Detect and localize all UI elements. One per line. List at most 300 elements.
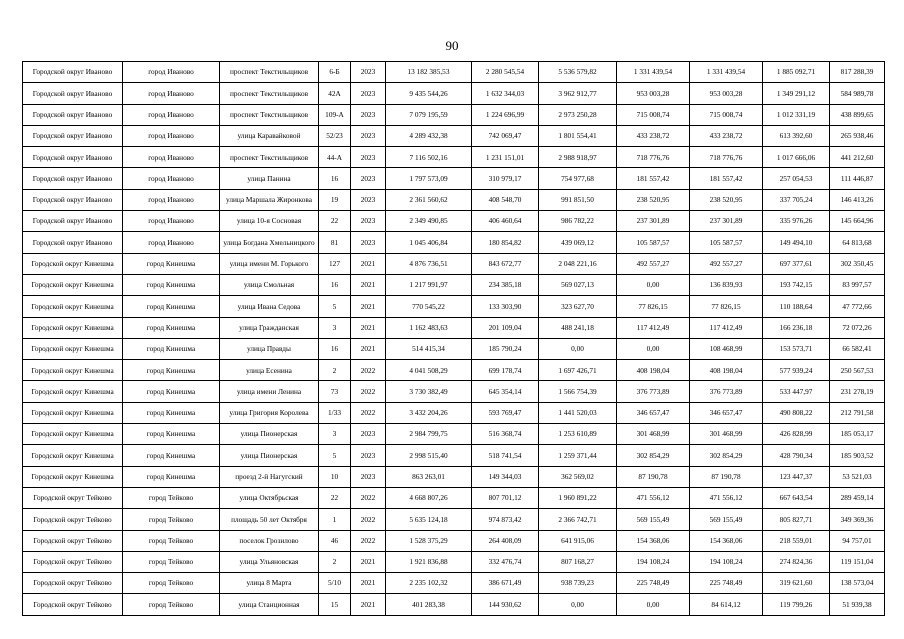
- cell-district: Городской округ Кинешма: [23, 445, 123, 466]
- cell-amount-6: 185 903,52: [830, 445, 885, 466]
- cell-amount-4: 225 748,49: [690, 573, 763, 594]
- table-row: [23, 232, 885, 253]
- cell-year: 2023: [351, 62, 386, 83]
- cell-street: проезд 2-й Нагугский: [220, 466, 319, 487]
- cell-street: улица Ивана Седова: [220, 296, 319, 317]
- table-row: [23, 147, 885, 168]
- cell-amount-2: 2 988 918,97: [539, 147, 617, 168]
- cell-district: Городской округ Иваново: [23, 125, 123, 146]
- cell-district: Городской округ Кинешма: [23, 253, 123, 274]
- cell-street: улица Смольная: [220, 274, 319, 295]
- cell-district: Городской округ Тейково: [23, 509, 123, 530]
- cell-city: город Кинешма: [123, 424, 220, 445]
- cell-street: поселок Грозилово: [220, 530, 319, 551]
- cell-total-cost: 863 263,01: [386, 466, 472, 487]
- cell-city: город Иваново: [123, 147, 220, 168]
- cell-amount-2: 754 977,68: [539, 168, 617, 189]
- cell-district: Городской округ Кинешма: [23, 338, 123, 359]
- cell-amount-4: 346 657,47: [690, 402, 763, 423]
- cell-total-cost: 5 635 124,18: [386, 509, 472, 530]
- cell-house-number: 3: [319, 424, 351, 445]
- cell-district: Городской округ Иваново: [23, 211, 123, 232]
- cell-amount-3: 433 238,72: [617, 125, 690, 146]
- table-row: [23, 274, 885, 295]
- cell-amount-6: 66 582,41: [830, 338, 885, 359]
- cell-amount-1: 185 790,24: [472, 338, 539, 359]
- cell-house-number: 1/33: [319, 402, 351, 423]
- cell-amount-2: 323 627,70: [539, 296, 617, 317]
- cell-total-cost: 3 730 382,49: [386, 381, 472, 402]
- cell-amount-2: 439 069,12: [539, 232, 617, 253]
- cell-amount-3: 0,00: [617, 338, 690, 359]
- cell-house-number: 5: [319, 445, 351, 466]
- cell-amount-6: 47 772,66: [830, 296, 885, 317]
- cell-amount-5: 533 447,97: [763, 381, 830, 402]
- cell-district: Городской округ Кинешма: [23, 466, 123, 487]
- table-row: [23, 168, 885, 189]
- cell-amount-3: 376 773,89: [617, 381, 690, 402]
- cell-amount-6: 265 938,46: [830, 125, 885, 146]
- table-row: [23, 487, 885, 508]
- cell-house-number: 109-А: [319, 104, 351, 125]
- cell-street: улица Богдана Хмельницкого: [220, 232, 319, 253]
- cell-district: Городской округ Тейково: [23, 487, 123, 508]
- cell-amount-2: 807 168,27: [539, 551, 617, 572]
- cell-amount-1: 699 178,74: [472, 360, 539, 381]
- cell-street: улица 8 Марта: [220, 573, 319, 594]
- cell-amount-3: 346 657,47: [617, 402, 690, 423]
- cell-year: 2023: [351, 424, 386, 445]
- cell-year: 2022: [351, 381, 386, 402]
- cell-amount-3: 953 003,28: [617, 83, 690, 104]
- cell-amount-2: 569 027,13: [539, 274, 617, 295]
- cell-house-number: 2: [319, 551, 351, 572]
- cell-amount-5: 1 012 331,19: [763, 104, 830, 125]
- cell-house-number: 3: [319, 317, 351, 338]
- cell-total-cost: 1 217 991,97: [386, 274, 472, 295]
- cell-city: город Тейково: [123, 530, 220, 551]
- cell-amount-1: 406 460,64: [472, 211, 539, 232]
- cell-amount-4: 301 468,99: [690, 424, 763, 445]
- cell-street: улица 10-я Сосновая: [220, 211, 319, 232]
- cell-house-number: 52/23: [319, 125, 351, 146]
- cell-year: 2023: [351, 104, 386, 125]
- cell-house-number: 6-Б: [319, 62, 351, 83]
- cell-city: город Кинешма: [123, 338, 220, 359]
- cell-amount-5: 1 349 291,12: [763, 83, 830, 104]
- cell-city: город Кинешма: [123, 466, 220, 487]
- cell-amount-6: 302 350,45: [830, 253, 885, 274]
- cell-amount-6: 231 278,19: [830, 381, 885, 402]
- cell-year: 2023: [351, 232, 386, 253]
- cell-amount-3: 1 331 439,54: [617, 62, 690, 83]
- cell-amount-6: 111 446,87: [830, 168, 885, 189]
- cell-year: 2021: [351, 317, 386, 338]
- cell-year: 2023: [351, 83, 386, 104]
- cell-district: Городской округ Иваново: [23, 147, 123, 168]
- cell-street: проспект Текстильщиков: [220, 104, 319, 125]
- cell-city: город Иваново: [123, 211, 220, 232]
- cell-amount-3: 718 776,76: [617, 147, 690, 168]
- cell-district: Городской округ Кинешма: [23, 317, 123, 338]
- cell-city: город Иваново: [123, 62, 220, 83]
- cell-amount-1: 386 671,49: [472, 573, 539, 594]
- cell-year: 2023: [351, 466, 386, 487]
- cell-amount-2: 641 915,06: [539, 530, 617, 551]
- cell-amount-2: 2 973 250,28: [539, 104, 617, 125]
- cell-year: 2023: [351, 168, 386, 189]
- cell-amount-1: 1 224 696,99: [472, 104, 539, 125]
- cell-amount-6: 94 757,01: [830, 530, 885, 551]
- cell-amount-5: 123 447,37: [763, 466, 830, 487]
- table-row: [23, 402, 885, 423]
- cell-amount-1: 310 979,17: [472, 168, 539, 189]
- cell-city: город Иваново: [123, 189, 220, 210]
- cell-amount-4: 181 557,42: [690, 168, 763, 189]
- cell-amount-4: 718 776,76: [690, 147, 763, 168]
- cell-total-cost: 9 435 544,26: [386, 83, 472, 104]
- cell-district: Городской округ Иваново: [23, 104, 123, 125]
- table-body: [23, 62, 885, 616]
- cell-city: город Иваново: [123, 232, 220, 253]
- cell-amount-6: 250 567,53: [830, 360, 885, 381]
- cell-amount-1: 133 303,90: [472, 296, 539, 317]
- cell-house-number: 5/10: [319, 573, 351, 594]
- cell-amount-2: 1 801 554,41: [539, 125, 617, 146]
- cell-amount-1: 645 354,14: [472, 381, 539, 402]
- cell-total-cost: 2 349 490,85: [386, 211, 472, 232]
- cell-amount-2: 2 366 742,71: [539, 509, 617, 530]
- cell-house-number: 22: [319, 487, 351, 508]
- page-number: 90: [445, 38, 459, 53]
- cell-amount-5: 153 573,71: [763, 338, 830, 359]
- cell-amount-4: 105 587,57: [690, 232, 763, 253]
- cell-amount-5: 1 885 092,71: [763, 62, 830, 83]
- cell-district: Городской округ Тейково: [23, 573, 123, 594]
- table-row: [23, 509, 885, 530]
- cell-amount-1: 593 769,47: [472, 402, 539, 423]
- table-row: [23, 104, 885, 125]
- cell-amount-3: 301 468,99: [617, 424, 690, 445]
- table-row: [23, 466, 885, 487]
- cell-house-number: 127: [319, 253, 351, 274]
- cell-street: проспект Текстильщиков: [220, 62, 319, 83]
- cell-amount-6: 212 791,58: [830, 402, 885, 423]
- cell-amount-5: 274 824,36: [763, 551, 830, 572]
- cell-amount-4: 492 557,27: [690, 253, 763, 274]
- cell-year: 2021: [351, 253, 386, 274]
- cell-year: 2021: [351, 338, 386, 359]
- cell-year: 2023: [351, 147, 386, 168]
- cell-city: город Тейково: [123, 594, 220, 615]
- cell-amount-1: 144 930,62: [472, 594, 539, 615]
- cell-amount-1: 201 109,04: [472, 317, 539, 338]
- cell-street: улица Ульяновская: [220, 551, 319, 572]
- cell-amount-2: 1 960 891,22: [539, 487, 617, 508]
- table-row: [23, 530, 885, 551]
- cell-house-number: 1: [319, 509, 351, 530]
- cell-amount-5: 110 188,64: [763, 296, 830, 317]
- table-row: [23, 317, 885, 338]
- cell-district: Городской округ Тейково: [23, 530, 123, 551]
- cell-district: Городской округ Тейково: [23, 594, 123, 615]
- cell-city: город Тейково: [123, 551, 220, 572]
- cell-year: 2023: [351, 445, 386, 466]
- cell-amount-2: 1 697 426,71: [539, 360, 617, 381]
- cell-amount-6: 289 459,14: [830, 487, 885, 508]
- cell-total-cost: 401 283,38: [386, 594, 472, 615]
- cell-year: 2021: [351, 296, 386, 317]
- cell-city: город Кинешма: [123, 445, 220, 466]
- cell-amount-6: 185 053,17: [830, 424, 885, 445]
- cell-amount-1: 180 854,82: [472, 232, 539, 253]
- cell-total-cost: 4 041 508,29: [386, 360, 472, 381]
- cell-amount-3: 77 826,15: [617, 296, 690, 317]
- cell-amount-1: 2 280 545,54: [472, 62, 539, 83]
- cell-amount-6: 83 997,57: [830, 274, 885, 295]
- cell-amount-5: 166 236,18: [763, 317, 830, 338]
- cell-street: проспект Текстильщиков: [220, 83, 319, 104]
- cell-amount-3: 492 557,27: [617, 253, 690, 274]
- cell-amount-1: 149 344,03: [472, 466, 539, 487]
- cell-street: улица Гражданская: [220, 317, 319, 338]
- cell-city: город Иваново: [123, 104, 220, 125]
- cell-total-cost: 1 797 573,09: [386, 168, 472, 189]
- table-row: [23, 189, 885, 210]
- cell-amount-5: 426 828,99: [763, 424, 830, 445]
- cell-total-cost: 1 921 836,88: [386, 551, 472, 572]
- cell-amount-1: 1 632 344,03: [472, 83, 539, 104]
- cell-city: город Кинешма: [123, 274, 220, 295]
- cell-amount-4: 154 368,06: [690, 530, 763, 551]
- cell-amount-5: 1 017 666,06: [763, 147, 830, 168]
- cell-amount-3: 569 155,49: [617, 509, 690, 530]
- cell-city: город Кинешма: [123, 381, 220, 402]
- table-row: [23, 253, 885, 274]
- cell-district: Городской округ Тейково: [23, 551, 123, 572]
- cell-amount-6: 349 369,36: [830, 509, 885, 530]
- cell-city: город Кинешма: [123, 402, 220, 423]
- cell-district: Городской округ Кинешма: [23, 424, 123, 445]
- cell-amount-3: 715 008,74: [617, 104, 690, 125]
- cell-amount-6: 53 521,03: [830, 466, 885, 487]
- cell-street: улица Станционная: [220, 594, 319, 615]
- cell-city: город Иваново: [123, 168, 220, 189]
- cell-district: Городской округ Иваново: [23, 189, 123, 210]
- cell-district: Городской округ Иваново: [23, 62, 123, 83]
- cell-amount-1: 807 701,12: [472, 487, 539, 508]
- cell-amount-6: 138 573,04: [830, 573, 885, 594]
- cell-amount-5: 667 643,54: [763, 487, 830, 508]
- cell-amount-3: 154 368,06: [617, 530, 690, 551]
- cell-amount-3: 302 854,29: [617, 445, 690, 466]
- table-row: [23, 551, 885, 572]
- table-row: [23, 296, 885, 317]
- cell-amount-4: 953 003,28: [690, 83, 763, 104]
- cell-amount-4: 302 854,29: [690, 445, 763, 466]
- cell-street: площадь 50 лет Октября: [220, 509, 319, 530]
- cell-year: 2021: [351, 573, 386, 594]
- cell-street: улица Пионерская: [220, 445, 319, 466]
- cell-amount-6: 441 212,60: [830, 147, 885, 168]
- cell-amount-1: 408 548,70: [472, 189, 539, 210]
- cell-amount-6: 817 288,39: [830, 62, 885, 83]
- cell-total-cost: 3 432 204,26: [386, 402, 472, 423]
- cell-amount-6: 584 989,78: [830, 83, 885, 104]
- cell-amount-1: 974 873,42: [472, 509, 539, 530]
- cell-amount-4: 376 773,89: [690, 381, 763, 402]
- cell-amount-1: 264 408,09: [472, 530, 539, 551]
- cell-street: улица Маршала Жиронкова: [220, 189, 319, 210]
- cell-district: Городской округ Кинешма: [23, 381, 123, 402]
- cell-total-cost: 4 289 432,38: [386, 125, 472, 146]
- cell-amount-4: 237 301,89: [690, 211, 763, 232]
- cell-amount-5: 335 976,26: [763, 211, 830, 232]
- cell-amount-5: 490 808,22: [763, 402, 830, 423]
- cell-amount-2: 1 253 610,89: [539, 424, 617, 445]
- cell-street: улица Есенина: [220, 360, 319, 381]
- cell-house-number: 46: [319, 530, 351, 551]
- cell-amount-2: 362 569,02: [539, 466, 617, 487]
- table-row: [23, 125, 885, 146]
- cell-total-cost: 2 361 560,62: [386, 189, 472, 210]
- cell-amount-4: 117 412,49: [690, 317, 763, 338]
- cell-amount-3: 238 520,95: [617, 189, 690, 210]
- cell-amount-3: 117 412,49: [617, 317, 690, 338]
- cell-amount-5: 193 742,15: [763, 274, 830, 295]
- cell-total-cost: 1 045 406,84: [386, 232, 472, 253]
- cell-total-cost: 4 668 807,26: [386, 487, 472, 508]
- cell-amount-1: 1 231 151,01: [472, 147, 539, 168]
- cell-amount-1: 518 741,54: [472, 445, 539, 466]
- table-row: [23, 573, 885, 594]
- cell-amount-6: 146 413,26: [830, 189, 885, 210]
- cell-amount-4: 1 331 439,54: [690, 62, 763, 83]
- cell-amount-4: 136 839,93: [690, 274, 763, 295]
- cell-year: 2021: [351, 594, 386, 615]
- cell-amount-4: 433 238,72: [690, 125, 763, 146]
- cell-amount-2: 488 241,18: [539, 317, 617, 338]
- cell-amount-6: 119 151,04: [830, 551, 885, 572]
- cell-amount-4: 77 826,15: [690, 296, 763, 317]
- cell-amount-5: 149 494,10: [763, 232, 830, 253]
- cell-amount-6: 51 939,38: [830, 594, 885, 615]
- cell-year: 2021: [351, 551, 386, 572]
- cell-amount-3: 87 190,78: [617, 466, 690, 487]
- cell-amount-2: 938 739,23: [539, 573, 617, 594]
- cell-amount-6: 438 899,65: [830, 104, 885, 125]
- cell-amount-6: 64 813,68: [830, 232, 885, 253]
- cell-amount-5: 577 939,24: [763, 360, 830, 381]
- cell-house-number: 10: [319, 466, 351, 487]
- cell-amount-4: 408 198,04: [690, 360, 763, 381]
- housing-repair-table: [22, 61, 885, 616]
- cell-amount-2: 5 536 579,82: [539, 62, 617, 83]
- cell-year: 2022: [351, 402, 386, 423]
- cell-city: город Кинешма: [123, 253, 220, 274]
- cell-year: 2022: [351, 509, 386, 530]
- cell-amount-1: 843 672,77: [472, 253, 539, 274]
- cell-amount-3: 237 301,89: [617, 211, 690, 232]
- table-row: [23, 360, 885, 381]
- cell-street: улица имени М. Горького: [220, 253, 319, 274]
- cell-house-number: 42А: [319, 83, 351, 104]
- cell-amount-2: 1 441 520,03: [539, 402, 617, 423]
- cell-house-number: 15: [319, 594, 351, 615]
- cell-amount-2: 1 566 754,39: [539, 381, 617, 402]
- cell-total-cost: 514 415,34: [386, 338, 472, 359]
- cell-total-cost: 2 998 515,40: [386, 445, 472, 466]
- cell-total-cost: 13 182 385,53: [386, 62, 472, 83]
- cell-street: улица Пионерская: [220, 424, 319, 445]
- cell-total-cost: 1 162 483,63: [386, 317, 472, 338]
- cell-amount-5: 218 559,01: [763, 530, 830, 551]
- cell-amount-4: 471 556,12: [690, 487, 763, 508]
- cell-amount-3: 0,00: [617, 594, 690, 615]
- table-row: [23, 424, 885, 445]
- cell-city: город Кинешма: [123, 360, 220, 381]
- cell-amount-2: 0,00: [539, 594, 617, 615]
- cell-city: город Кинешма: [123, 296, 220, 317]
- table-row: [23, 211, 885, 232]
- cell-total-cost: 770 545,22: [386, 296, 472, 317]
- cell-street: улица Правды: [220, 338, 319, 359]
- cell-city: город Иваново: [123, 83, 220, 104]
- cell-house-number: 44-А: [319, 147, 351, 168]
- table-row: [23, 445, 885, 466]
- cell-amount-3: 194 108,24: [617, 551, 690, 572]
- cell-amount-4: 108 468,99: [690, 338, 763, 359]
- cell-city: город Тейково: [123, 509, 220, 530]
- cell-street: улица Октябрьская: [220, 487, 319, 508]
- cell-district: Городской округ Иваново: [23, 83, 123, 104]
- cell-year: 2022: [351, 487, 386, 508]
- cell-amount-6: 145 664,96: [830, 211, 885, 232]
- cell-street: улица имени Ленина: [220, 381, 319, 402]
- cell-house-number: 73: [319, 381, 351, 402]
- cell-total-cost: 7 079 195,59: [386, 104, 472, 125]
- cell-amount-3: 471 556,12: [617, 487, 690, 508]
- cell-city: город Кинешма: [123, 317, 220, 338]
- cell-total-cost: 7 116 502,16: [386, 147, 472, 168]
- cell-total-cost: 2 235 102,32: [386, 573, 472, 594]
- cell-amount-3: 0,00: [617, 274, 690, 295]
- cell-house-number: 16: [319, 274, 351, 295]
- cell-street: улица Григория Королева: [220, 402, 319, 423]
- cell-total-cost: 1 528 375,29: [386, 530, 472, 551]
- cell-amount-3: 408 198,04: [617, 360, 690, 381]
- cell-amount-4: 238 520,95: [690, 189, 763, 210]
- cell-district: Городской округ Иваново: [23, 232, 123, 253]
- cell-house-number: 22: [319, 211, 351, 232]
- cell-house-number: 16: [319, 168, 351, 189]
- cell-year: 2022: [351, 360, 386, 381]
- cell-amount-1: 742 069,47: [472, 125, 539, 146]
- cell-amount-1: 516 368,74: [472, 424, 539, 445]
- cell-district: Городской округ Кинешма: [23, 296, 123, 317]
- cell-year: 2022: [351, 530, 386, 551]
- table-row: [23, 83, 885, 104]
- cell-amount-2: 0,00: [539, 338, 617, 359]
- cell-amount-2: 2 048 221,16: [539, 253, 617, 274]
- cell-city: город Иваново: [123, 125, 220, 146]
- cell-year: 2023: [351, 189, 386, 210]
- cell-house-number: 5: [319, 296, 351, 317]
- cell-amount-1: 234 385,18: [472, 274, 539, 295]
- cell-street: улица Панина: [220, 168, 319, 189]
- cell-district: Городской округ Кинешма: [23, 360, 123, 381]
- cell-city: город Тейково: [123, 573, 220, 594]
